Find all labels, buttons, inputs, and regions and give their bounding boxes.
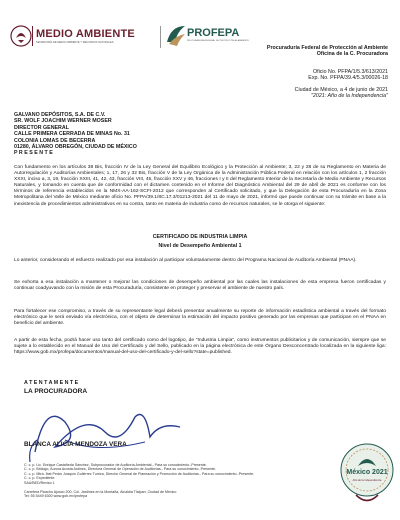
header-logo-divider [160, 26, 161, 48]
emblem-text: México 2021 [346, 469, 388, 476]
profepa-emblem-icon [165, 22, 187, 48]
addressee-block [14, 112, 137, 157]
cc-line: C. c. p. Lic. Enrique Castañeda Sánchez, Subprocurador de Auditoría Ambiental.- Para su conocimiento.-Presente. [24, 463, 207, 467]
addressee-colony: COLONIA LOMAS DE BECERRA [14, 137, 96, 144]
addressee-street: CALLE PRIMERA CERRADA DE MINAS No. 31 [14, 131, 130, 138]
addressee-position: DIRECTOR GENERAL [14, 124, 69, 131]
footer-web: www.gob.mx/profepa [53, 494, 88, 499]
emblem-subtext: Año de la Independencia [352, 479, 382, 482]
semarnat-logo [10, 24, 160, 52]
body-paragraph-4: Para fortalecer ese compromiso, a través de su representante legal deberá presentar anualmente su reporte de información estadística ambiental a través del formato electrónico que le será enviado vía electrónica, con el objeto de determinar la estimación del impacto positivo generado por las empresas que participan en el PNAA en beneficio del ambiente. [14, 309, 386, 327]
cc-line: C. c. p. Expediente. [24, 476, 56, 481]
addressee-city: 01280, ÁLVARO OBREGÓN, CIUDAD DE MÉXICO [14, 144, 137, 151]
office-title: Procuraduría Federal de Protección al Ambiente [266, 45, 388, 51]
logo-divider [32, 26, 33, 46]
medio-ambiente-logo-text: MEDIO AMBIENTE [36, 28, 135, 40]
place-date: Ciudad de México, a 4 de junio de 2021 [294, 87, 388, 93]
closing-atentamente: A T E N T A M E N T E [24, 380, 79, 386]
addressee-presente: P R E S E N T E [14, 150, 53, 157]
profepa-logo [165, 22, 249, 52]
cc-line: C. c. p. Biólogo, Aurora Acosta Ardines, Directora General de Operación de Auditorías.- Para su conocimiento.-Presente. [24, 467, 216, 472]
signer-name: BLANCA ALICIA MENDOZA VERA [24, 441, 127, 448]
body-paragraph-5: A partir de esta fecha, podrá hacer uso tanto del certificado como del logotipo, de "Industria Limpia", como instrumentos publicitarios y de comunicación, siempre que se sujete a lo establecido en el Manual de Uso del Certificado y del Sello, publicado en la página electrónica de este Órgano Desconcentrado localizada en la siguiente liga: https://www.gob.mx/profepa/documentos/manual-del-uso-del-certificado-y-del-sello?state=published. [14, 338, 386, 356]
body-paragraph-3: Se exhorta a esa instalación a mantener o mejorar las condiciones de desempeño ambiental por las cuales las instalaciones de esta empresa fueron certificadas y continuar coadyuvando con la misión de esta Procuraduría, consistente en proteger y preservar el ambiente de nuestro país. [14, 280, 386, 292]
footer [24, 490, 324, 499]
oficio-number: Oficio No. PFPA/1/5.3/613/2021 [313, 69, 388, 75]
profepa-logo-subtitle: PROCURADURÍA FEDERAL DE PROTECCIÓN AL AMBIENTE [187, 40, 249, 42]
year-motto: "2021: Año de la Independencia" [311, 93, 388, 99]
eagle-emblem-icon [10, 24, 32, 48]
medio-ambiente-logo-subtitle: SECRETARÍA DE MEDIO AMBIENTE Y RECURSOS NATURALES [36, 41, 114, 44]
cc-list [24, 463, 254, 485]
footer-address: Carretera Picacho Ajusco 200, Col. Jardines en la Montaña, Alcaldía Tlalpan, Ciudad de México [24, 490, 177, 494]
cc-line: C. c. p. Mtra. Ibet Pedro Joaquín Gutiérrez Turriza, Director General de Planeación y Promoción de Auditorías.- Para su conocimiento.-Presente. [24, 471, 255, 476]
addressee-name: SR. WOLF JOACHIM WERNER MOSER [14, 118, 112, 125]
signature-image [25, 392, 195, 472]
footer-phone-web [24, 494, 324, 498]
office-subtitle: Oficina de la C. Procuradora [316, 51, 388, 57]
footer-phone: Tel: 55 5449 6300 [24, 494, 53, 499]
certificate-level: Nivel de Desempeño Ambiental 1 [158, 243, 242, 249]
closing-org: LA PROCURADORA [24, 388, 88, 395]
certificate-title: CERTIFICADO DE INDUSTRIA LIMPIA [152, 234, 248, 240]
profepa-logo-text: PROFEPA [187, 27, 240, 39]
initials: SAA/BED/Revisó 1 [24, 480, 55, 485]
addressee-company: GALVANO DEPÓSITOS, S.A. DE C.V. [14, 112, 106, 118]
mexico-2021-emblem [338, 440, 396, 510]
body-paragraph-1: Con fundamento en los artículos 38 Bis, fracción IV de la Ley General del Equilibrio Ecológico y la Protección al Ambiente; 3, 22 y 28 de su Reglamento en Materia de Autorregulación y Auditorías Ambientales; 1, 17, 26 y 32 Bis, fracción V de la Ley Orgánica de la Administración Pública Federal en relación con los artículos 1, 2 fracción XXXI, inciso a, 3, 19, fracción XXIII, 41, 42, 43, fracción VIII, 45, fracción XXV y 46, fracciones I y II del Reglamento Interior de la Secretaría de Medio Ambiente y Recursos Naturales, y tomando en cuenta que de conformidad con el dictamen contenido en el Informe del Diagnóstico Ambiental del 29 de abril de 2021 es conforme con los términos de referencia establecidos en la NMX-AA-162-SCFI-2012 que corresponden al Certificado solicitado, y que la Delegación de esta Procuraduría en la Zona Metropolitana del Valle de México mediante oficio No. PFPA/39.1/8C.17.3/01213-2021 del 11 de mayo de 2021, informó que puede continuar con su trámite en base a la inexistencia de procedimientos administrativos en su contra, tanto en materia de industria como de recursos naturales, se le otorga el siguiente: [14, 165, 386, 207]
body-paragraph-2: Lo anterior, considerando el esfuerzo realizado por esa instalación al participar voluntariamente dentro del Programa Nacional de Auditoría Ambiental (PNAA). [14, 258, 357, 263]
expediente-number: Exp. No. PFPA/39.4/5.3/00026-18 [308, 75, 388, 81]
